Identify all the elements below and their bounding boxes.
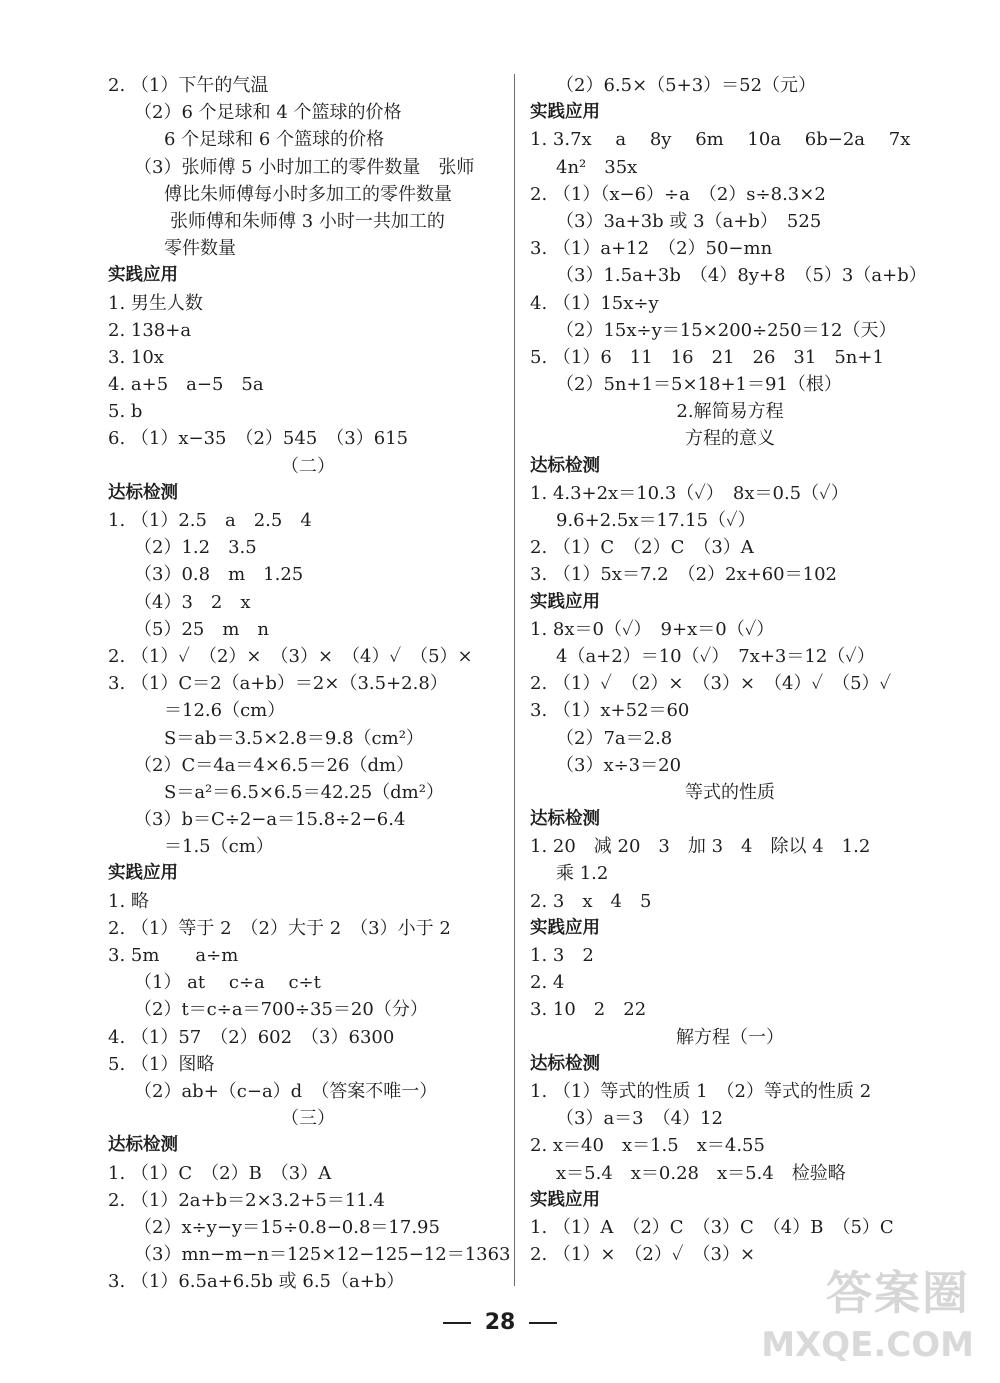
answer-line: 1. （1）等式的性质 1 （2）等式的性质 2	[530, 1080, 872, 1102]
answer-line: 5. （1）图略	[108, 1053, 215, 1075]
watermark-text-bottom: MXQE.COM	[761, 1325, 974, 1365]
answer-line: 2. 138+a	[108, 319, 192, 341]
answer-line: x＝5.4 x＝0.28 x＝5.4 检验略	[556, 1162, 846, 1184]
answer-line: 2. x＝40 x＝1.5 x＝4.55	[530, 1135, 765, 1157]
answer-line: 2. （1）✓ （2）× （3）× （4）✓ （5）✓	[530, 673, 892, 695]
answer-line: （2）t＝c÷a＝700÷35＝20（分）	[134, 999, 428, 1021]
answer-line: ＝1.5（cm）	[164, 836, 274, 858]
answer-line: 2. （1）C （2）C （3）A	[530, 537, 754, 559]
subsection-title: （二）	[281, 455, 335, 477]
answer-line: 1. 20 减 20 3 加 3 4 除以 4 1.2	[530, 836, 871, 858]
subsection-title: 2.解简易方程	[676, 401, 784, 423]
answer-line: （2）6.5×（5+3）＝52（元）	[556, 75, 817, 96]
section-heading: 实践应用	[530, 917, 600, 938]
answer-line: 2. （1）× （2）✓ （3）×	[530, 1244, 756, 1266]
answer-line: （3）b＝C÷2−a＝15.8÷2−6.4	[134, 809, 406, 831]
answer-line: 3. （1）6.5a+6.5b 或 6.5（a+b）	[108, 1271, 405, 1293]
section-heading: 达标检测	[108, 482, 178, 503]
answer-line: （3）a＝3 （4）12	[556, 1108, 723, 1130]
watermark-text-top: 答案圈	[826, 1266, 970, 1320]
subsection-title: 方程的意义	[685, 428, 775, 450]
answer-line: （3）3a+3b 或 3（a+b） 525	[556, 210, 822, 232]
answer-line: 6 个足球和 6 个篮球的价格	[164, 129, 385, 151]
footer-dash-right	[529, 1322, 557, 1324]
answer-line: （2）ab+（c−a）d （答案不唯一）	[134, 1080, 438, 1102]
answer-line: 9.6+2.5x＝17.15（✓）	[556, 510, 756, 531]
answer-line: 1. （1）2.5 a 2.5 4	[108, 510, 312, 531]
section-heading: 实践应用	[530, 591, 600, 612]
answer-line: 1. （1）C （2）B （3）A	[108, 1162, 332, 1184]
column-divider	[514, 74, 515, 1286]
answer-line: 1. 4.3+2x＝10.3（✓） 8x＝0.5（✓）	[530, 482, 849, 504]
section-heading: 达标检测	[530, 1053, 600, 1074]
answer-line: 4（a+2）＝10（✓） 7x+3＝12（✓）	[556, 645, 875, 667]
answer-line: 3. （1）C＝2（a+b）＝2×（3.5+2.8）	[108, 673, 448, 695]
answer-line: （3）x÷3＝20	[556, 754, 682, 776]
section-heading: 达标检测	[530, 455, 600, 476]
answer-line: 2. 3 x 4 5	[530, 890, 652, 912]
answer-line: （2）6 个足球和 4 个篮球的价格	[134, 102, 402, 124]
section-heading: 实践应用	[108, 863, 178, 884]
answer-line: 1. （1）A （2）C （3）C （4）B （5）C	[530, 1216, 894, 1238]
answer-line: 5. b	[108, 401, 143, 423]
answer-line: （3）张师傅 5 小时加工的零件数量 张师	[134, 156, 475, 178]
answer-line: 1. 3.7x a 8y 6m 10a 6b−2a 7x	[530, 129, 911, 151]
footer-dash-left	[443, 1322, 471, 1324]
section-heading: 实践应用	[530, 1189, 600, 1210]
answer-line: （2）x÷y−y＝15÷0.8−0.8＝17.95	[134, 1216, 440, 1238]
answer-line: S＝a²＝6.5×6.5＝42.25（dm²）	[164, 781, 444, 803]
answer-line: （3）1.5a+3b （4）8y+8 （5）3（a+b）	[556, 265, 927, 287]
answer-line: （4）3 2 x	[134, 591, 251, 613]
answer-line: （2）C＝4a＝4×6.5＝26（dm）	[134, 754, 415, 776]
answer-line: 傅比朱师傅每小时多加工的零件数量	[164, 183, 452, 205]
left-column	[108, 72, 511, 1295]
answer-line: 1. 8x＝0（✓） 9+x＝0（✓）	[530, 618, 775, 640]
section-heading: 实践应用	[530, 102, 600, 123]
answer-line: 5. （1）6 11 16 21 26 31 5n+1	[530, 346, 884, 368]
answer-line: 1. 男生人数	[108, 292, 203, 314]
subsection-title: （三）	[281, 1108, 335, 1130]
answer-line: 3. 10 2 22	[530, 999, 647, 1021]
answer-line: 2. （1）等于 2 （2）大于 2 （3）小于 2	[108, 917, 451, 939]
answer-line: 2. 4	[530, 972, 565, 994]
answer-line: 4. （1）15x÷y	[530, 292, 659, 314]
answer-line: （2）15x÷y＝15×200÷250＝12（天）	[556, 319, 897, 341]
answer-line: 3. 5m a÷m	[108, 945, 239, 966]
subsection-title: 解方程（一）	[676, 1026, 784, 1048]
answer-line: 1. 略	[108, 890, 149, 912]
watermark-logo	[754, 1255, 974, 1365]
answer-line: 3. （1）a+12 （2）50−mn	[530, 238, 773, 260]
answer-line: （2）1.2 3.5	[134, 537, 257, 559]
answer-line: （1） at c÷a c÷t	[134, 972, 321, 994]
subsection-title: 等式的性质	[685, 781, 775, 803]
answer-line: 1. 3 2	[530, 945, 594, 966]
answer-line: ＝12.6（cm）	[164, 700, 286, 722]
answer-line: （5）25 m n	[134, 618, 270, 640]
answer-line: 3. 10x	[108, 346, 164, 368]
answer-line: （2）5n+1＝5×18+1＝91（根）	[556, 374, 842, 396]
answer-line: 2. （1）✓ （2）× （3）× （4）✓ （5）×	[108, 645, 473, 667]
section-heading: 达标检测	[108, 1135, 178, 1156]
answer-line: 3. （1）5x＝7.2 （2）2x+60＝102	[530, 564, 837, 586]
section-heading: 实践应用	[108, 265, 178, 286]
answer-line: S＝ab＝3.5×2.8＝9.8（cm²）	[164, 727, 424, 749]
answer-line: 张师傅和朱师傅 3 小时一共加工的	[170, 210, 445, 232]
answer-line: 3. （1）x+52＝60	[530, 700, 690, 722]
answer-line: 4n² 35x	[556, 156, 638, 178]
section-heading: 达标检测	[530, 809, 600, 830]
answer-line: 6. （1）x−35 （2）545 （3）615	[108, 428, 409, 450]
answer-line: 乘 1.2	[556, 863, 609, 885]
answer-line: 2. （1）（x−6）÷a （2）s÷8.3×2	[530, 183, 826, 205]
answer-line: （3）mn−m−n＝125×12−125−12＝1363	[134, 1244, 511, 1266]
answer-line: （2）7a＝2.8	[556, 727, 673, 749]
page-number: 28	[484, 1310, 516, 1335]
answer-line: 4. （1）57 （2）602 （3）6300	[108, 1026, 395, 1048]
answer-line: 2. （1）2a+b＝2×3.2+5＝11.4	[108, 1189, 385, 1211]
right-column	[530, 72, 930, 1268]
answer-line: 零件数量	[164, 238, 236, 260]
answer-line: 4. a+5 a−5 5a	[108, 374, 264, 396]
answer-line: （3）0.8 m 1.25	[134, 564, 304, 586]
answer-line: 2. （1）下午的气温	[108, 75, 269, 96]
